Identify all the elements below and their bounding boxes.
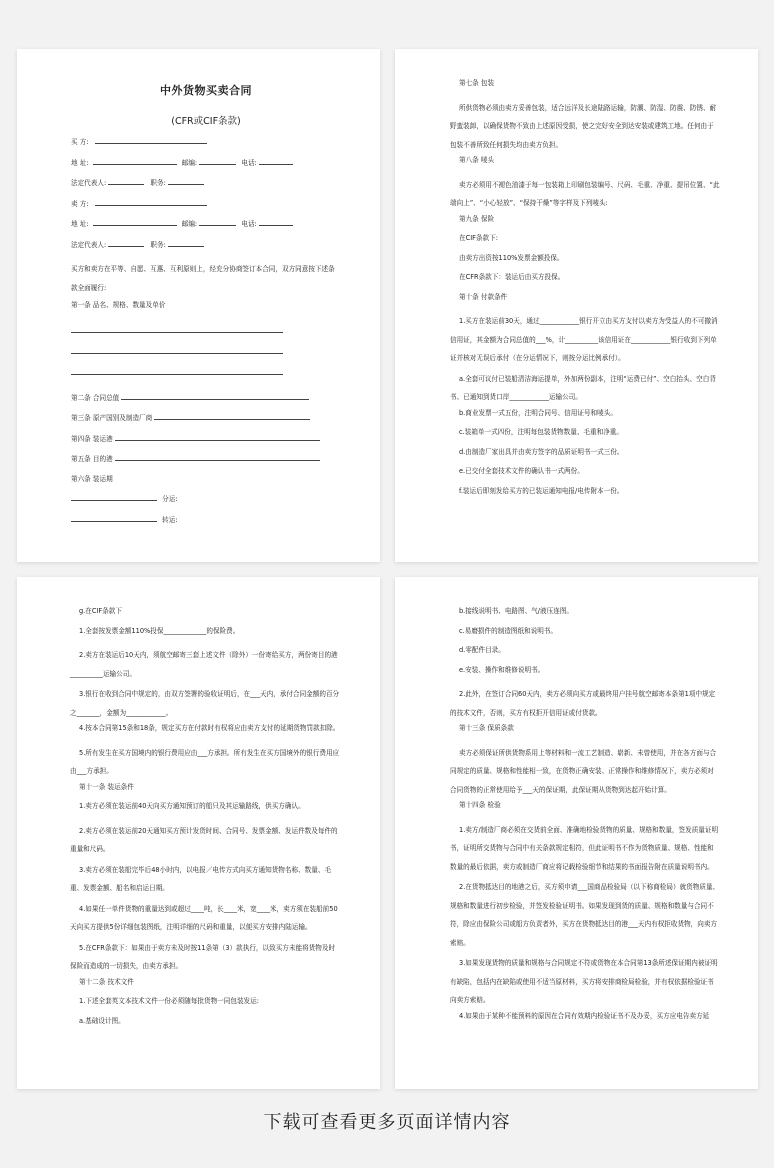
article-heading: 第十一条 装运条件 (79, 782, 134, 791)
contract-line: 1.卖方必须在装运前40天向买方通知预订的船只及其运输路线，供买方确认。 (79, 802, 305, 810)
contract-line: e.已交付全套技术文件的确认书一式两份。 (459, 467, 584, 475)
legal-rep-blank (108, 240, 144, 247)
contract-line: f.装运后即刻发给买方的已装运通知电报/电传附本一份。 (459, 486, 624, 495)
contract-line: e.安装、操作和维修说明书。 (459, 665, 545, 674)
contract-line: c.易磨损件的制造图纸和说明书。 (459, 626, 558, 635)
transship-blank (71, 515, 157, 522)
contract-line: 4.如果由于某种不能预料的原因在合同有效期内检验证书不及办妥，买方应电告卖方延 (459, 1011, 710, 1020)
page-3-content (70, 607, 340, 1036)
intro-paragraph: 买方和卖方在平等、自愿、互惠、互利原则上，经充分协商签订本合同，双方同意按下述条款全面履行: (71, 265, 335, 292)
transshipment-row (71, 515, 341, 525)
contract-subtitle: (CFR或CIF条款) (171, 116, 241, 127)
contract-page-3 (17, 577, 380, 1089)
contract-line: 所供货物必须由卖方妥善包装，适合远洋及长途陆路运输，防潮、防湿、防震、防锈、耐野蛮装卸，以确保货物不致由上述原因受损，使之完好安全到达安装或建筑工地。任何由于包装不善所致任何损失均由卖方负担。 (450, 103, 717, 149)
contract-line: a.基础设计图。 (79, 1016, 125, 1025)
address-label: 地 址: (71, 158, 89, 167)
phone-blank (259, 158, 293, 165)
buyer-address-row (71, 158, 341, 168)
article-heading: 第八条 唛头 (459, 156, 495, 164)
article-6: 第六条 装运期 (71, 474, 113, 483)
contract-page-1 (17, 49, 380, 562)
article-4-row (71, 434, 341, 444)
article-heading: 第七条 包装 (459, 79, 495, 87)
contract-line: 2.在货物抵达目的地港之后，买方须申请___国商品检验局（以下称商检局）就货物质量、规格和数量进行初步检验，并签发检验证明书。如果发现到货的质量、规格和数量与合同不符，除应由保险公司或船方负责者外，买方在货物抵达目的港___天内有权拒收货物，向卖方索赔。 (450, 883, 720, 947)
article-heading: g.在CIF条款下 (79, 607, 122, 615)
contract-page-2 (395, 49, 758, 562)
article-4-label: 第四条 装运港 (71, 434, 113, 443)
article-heading: 第十二条 技术文件 (79, 977, 134, 986)
seller-legal-row (71, 240, 341, 250)
position-blank (168, 240, 204, 247)
page-4-content (450, 607, 720, 1031)
contract-page-4 (395, 577, 758, 1089)
contract-line: c.装箱单一式四份，注明每包装货物数量、毛重和净重。 (459, 428, 623, 436)
contract-line: 1.买方在装运前30天，通过____________银行开立由买方支付以卖方为受益人的不可撤消信用证，其金额为合同总值的___%，计__________该信用证在____________银行收到下列单证并核对无误后承付（在分运情况下，则按分运比例承付）。 (450, 317, 718, 362)
contract-line: 1.全套按发票金额110%投保_____________的保险费。 (79, 626, 240, 635)
contract-line: 在CFR条款下：装运后由买方投保。 (459, 273, 565, 281)
address-blank (93, 219, 177, 226)
contract-line: 卖方必须用不褪色油漆于每一包装箱上印刷包装编号、尺码、毛重、净重、提吊位置、“此端向上”、“小心轻放”、“保持干燥”等字样及下列唛头: (450, 180, 720, 207)
article-heading: 第十三条 保质条款 (459, 724, 514, 732)
partial-shipment-label: 分运: (162, 495, 178, 503)
contract-title: 中外货物买卖合同 (160, 84, 252, 97)
contract-line: a.全套可议付已装船清洁海运提单，外加两份副本，注明“运费已付”、空白抬头、空白背书、已通知到货口岸____________运输公司。 (450, 374, 716, 401)
article-3-label: 第三条 原产国别及制造厂商 (71, 414, 153, 422)
postcode-blank (199, 219, 236, 226)
contract-line: b.接线说明书、电路图、气/液压连图。 (459, 607, 574, 615)
legal-rep-label: 法定代表人: (71, 240, 107, 249)
article-3-row (71, 413, 341, 423)
contract-line: 3.如果发现货物的质量和规格与合同规定不符或货物在本合同第13条所述保证期内被证明有缺陷，包括内在缺陷或使用不适当原材料，买方将安排商检局检验，并有权依据检验证书向卖方索赔。 (450, 959, 718, 1004)
article-heading: 第九条 保险 (459, 214, 495, 223)
contract-line: b.商业发票一式五份，注明合同号、信用证号和唛头。 (459, 408, 617, 417)
seller-blank (95, 199, 207, 206)
phone-label: 电话: (241, 158, 257, 167)
contract-line: 3.银行在收到合同中规定的，由双方签署的验收证明后，在___天内，承付合同金额的百分之_______，金额为____________。 (70, 690, 340, 717)
article-heading: 第十条 付款条件 (459, 292, 508, 301)
article-2-row (71, 393, 341, 403)
contract-line: 2.卖方在装运后10天内，须航空邮寄三套上述文件（除外）一份寄给买方，两份寄目的港__________运输公司。 (70, 651, 338, 678)
article-3-blank (154, 413, 310, 420)
article-2-label: 第二条 合同总值 (71, 393, 120, 402)
postcode-label: 邮编: (181, 220, 198, 228)
contract-line: 1.卖方/制造厂商必须在交货前全面、准确地检验货物的质量、规格和数量，签发质量证明书，证明所交货物与合同中有关条款规定相符，但此证明书不作为货物质量、规格、性能和数量的最后依据，卖方或制造厂商应将记载检验细节和结果的书面报告附在质量说明书内。 (450, 825, 719, 871)
contract-line: 2.卖方必须在装运前20天通知买方预计发货时间、合同号、发票金额、发运件数及每件的重量和尺码。 (70, 826, 338, 853)
address-label: 地 址: (71, 220, 89, 228)
article-2-blank (121, 393, 309, 400)
contract-line: d.由制造厂家出具并由卖方签字的品质证明书一式三份。 (459, 447, 624, 456)
contract-line: 卖方必须保证所供货物系用上等材料和一流工艺制造、崭新、未曾使用，并在各方面与合同规定的质量、规格和性能相一致，在货物正确安装、正常操作和维修情况下，卖方必须对合同货物的正常使用给予___天的保证期，此保证期从货物到达起开始计算。 (450, 748, 717, 794)
article-5-label: 第五条 目的港 (71, 455, 113, 463)
phone-blank (259, 219, 293, 226)
contract-line: 4.按本合同第15条和18条，规定买方在付款时有权将应由卖方支付的延期货物罚款扣除。 (79, 724, 340, 732)
position-blank (168, 178, 204, 185)
contract-line: 5.在CFR条款下：如果由于卖方未及时按11条第（3）款执行，以致买方未能将货物及时保险而造成的一切损失，由卖方承担。 (70, 943, 336, 970)
contract-line: 由卖方出资按110%发票金额投保。 (459, 253, 564, 262)
seller-row (71, 199, 341, 209)
seller-label: 卖 方: (71, 199, 89, 208)
legal-rep-blank (108, 178, 144, 185)
article-heading: 第十四条 检验 (459, 801, 501, 809)
contract-line: d.零配件目录。 (459, 646, 505, 654)
legal-rep-label: 法定代表人: (71, 179, 107, 187)
page-2-content (450, 79, 720, 506)
contract-line: 4.如果任一单件货物的重量达到或超过____吨，长____米，宽____米，卖方须在装船前50天向买方提供5份详细包装图纸，注明详细的尺码和重量，以便买方安排内陆运输。 (70, 904, 338, 931)
article-4-blank (115, 434, 320, 441)
article-1-blank (71, 321, 283, 333)
contract-line: 在CIF条款下: (459, 234, 498, 242)
contract-line: 5.所有发生在买方国境内的银行费用应由___方承担。所有发生在买方国境外的银行费用应由___方承担。 (70, 748, 340, 775)
transshipment-label: 转运: (162, 515, 178, 524)
buyer-legal-row (71, 178, 341, 188)
article-1-blank (71, 342, 283, 354)
partial-blank (71, 494, 157, 501)
contract-line: 3.卖方必须在装船完毕后48小时内，以电报／电传方式向买方通知货物名称、数量、毛重、发票金额、船名和启运日期。 (70, 865, 332, 892)
article-1-blank (71, 363, 283, 375)
seller-address-row (71, 219, 341, 229)
position-label: 职务: (150, 179, 166, 187)
article-5-blank (115, 454, 320, 461)
download-caption: 下载可查看更多页面详情内容 (263, 1112, 511, 1133)
address-blank (93, 158, 177, 165)
contract-line: 1.下述全套英文本技术文件一份必须随每批货物一同包装发运: (79, 997, 259, 1005)
position-label: 职务: (150, 240, 166, 249)
buyer-label: 买 方: (71, 138, 89, 146)
article-1: 第一条 品名、规格、数量及单价 (71, 301, 166, 309)
buyer-row (71, 137, 341, 147)
phone-label: 电话: (241, 220, 257, 228)
contract-line: 2.此外，在签订合同60天内，卖方必须向买方或最终用户挂号航空邮寄本条第1项中规定的技术文件，否则，买方有权拒开信用证或付货款。 (450, 690, 716, 717)
postcode-label: 邮编: (181, 158, 198, 167)
buyer-blank (95, 137, 207, 144)
postcode-blank (199, 158, 236, 165)
partial-shipment-row (71, 494, 341, 504)
article-5-row (71, 454, 341, 464)
